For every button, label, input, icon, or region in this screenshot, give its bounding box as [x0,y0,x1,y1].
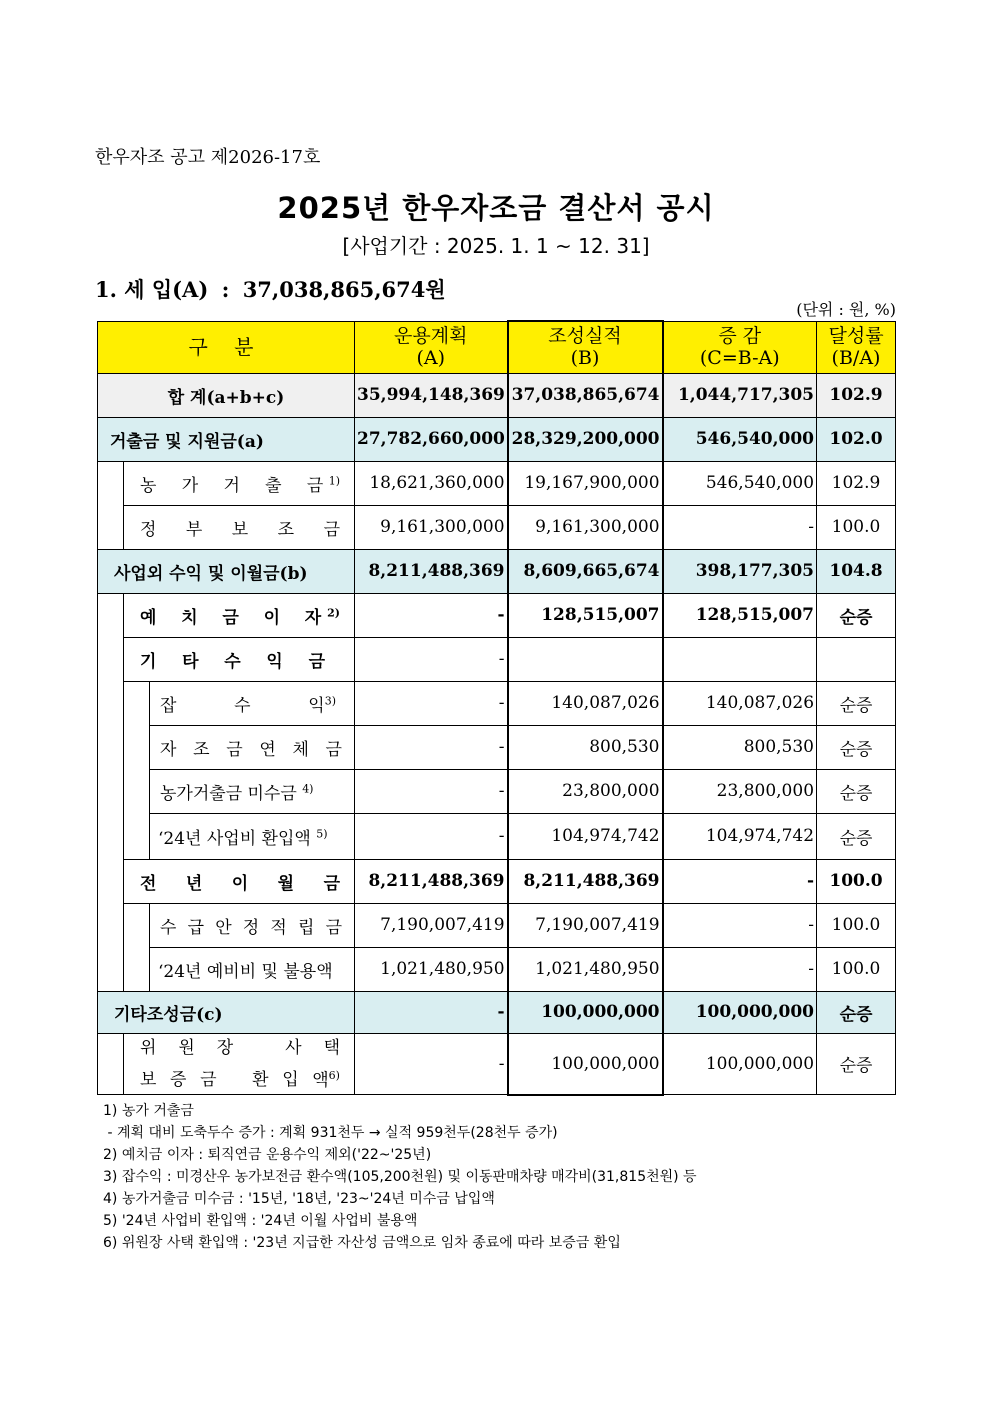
label-char: 수 [224,651,241,672]
cell-rate: 100.0 [817,505,896,549]
row-label [150,769,355,813]
cell-rate: 순증 [817,725,896,769]
header-diff-line2: (C=B-A) [699,347,780,369]
row-label: 거출금 및 지원금(a) [98,417,355,461]
cell-plan: 27,782,660,000 [355,417,508,461]
table-row-total [98,373,896,417]
cell-diff: 546,540,000 [663,461,817,505]
label-char: 금 [325,739,342,760]
footnote-ref: 2) [327,605,340,619]
indent-cell [98,593,124,637]
row-label: 기타조성금(c) [98,991,355,1033]
cell-plan: - [355,813,508,859]
label-char: 금 [323,519,340,540]
cell-actual: 7,190,007,419 [508,903,663,947]
footnote-5: 5) '24년 사업비 환입액 : '24년 이월 사업비 불용액 [103,1213,418,1229]
cell-actual: 128,515,007 [508,593,663,637]
cell-actual: 100,000,000 [508,991,663,1033]
cell-diff: 1,044,717,305 [663,373,817,417]
unit-label: (단위 : 원, %) [796,300,896,319]
row-label [150,813,355,859]
cell-plan: 8,211,488,369 [355,859,508,903]
cell-diff: 100,000,000 [663,1033,817,1095]
cell-rate: 100.0 [817,947,896,991]
label-char: 급 [187,917,205,938]
label-char: 장 [216,1037,234,1058]
cell-rate: 순증 [817,593,896,637]
label-char: 액 [312,1070,329,1091]
row-label [124,461,355,505]
table-row-b3a [98,903,896,947]
footnote-ref: 3) [324,693,337,707]
label-char: 입 [282,1070,299,1091]
row-label: 사업외 수익 및 이월금(b) [98,549,355,593]
cell-rate: 100.0 [817,903,896,947]
header-rate [817,321,896,373]
footnote-6: 6) 위원장 사택 환입액 : '23년 지급한 자산성 금액으로 임차 종료에 따라 보증금 환입 [103,1235,621,1251]
label-char: 타 [182,651,199,672]
footnote-1: 1) 농가 거출금 [103,1103,194,1119]
page-title: 2025년 한우자조금 결산서 공시 [277,191,715,225]
cell-plan: - [355,725,508,769]
cell-actual: 8,609,665,674 [508,549,663,593]
label-char: 보 [231,519,249,540]
label-char: 체 [292,739,309,760]
label-char: 수 [160,917,177,938]
cell-rate: 100.0 [817,859,896,903]
cell-diff: 800,530 [663,725,817,769]
table-row-b3b [98,947,896,991]
label-char: 원 [178,1037,195,1058]
label-char: 정 [140,519,157,540]
label-char: 전 [140,873,157,894]
business-period: [사업기간 : 2025. 1. 1 ~ 12. 31] [342,234,650,258]
cell-diff: 398,177,305 [663,549,817,593]
cell-actual: 100,000,000 [508,1033,663,1095]
cell-rate: 102.0 [817,417,896,461]
label-text: 농가거출금 미수금 [160,783,297,804]
indent-cell [124,947,150,991]
section-heading [95,274,446,304]
table-row-b2d [98,813,896,859]
indent-cell [98,769,124,813]
cell-rate: 순증 [817,813,896,859]
label-char: 정 [242,917,260,938]
label-char: 치 [181,607,198,628]
indent-cell [124,725,150,769]
indent-cell [98,505,124,549]
header-plan-line2: (A) [416,347,446,369]
header-plan-line1: 운용계획 [394,325,468,347]
cell-rate: 102.9 [817,461,896,505]
cell-plan: - [355,681,508,725]
label-char: 금 [308,651,325,672]
cell-actual: 8,211,488,369 [508,859,663,903]
cell-rate: 104.8 [817,549,896,593]
label-char: 금 [200,1070,217,1091]
section-colon: : [221,277,230,302]
cell-actual: 23,800,000 [508,769,663,813]
indent-cell [98,813,124,859]
header-rate-line2: (B/A) [831,347,881,369]
indent-cell [98,461,124,505]
table-header-row [98,321,896,373]
indent-cell [124,813,150,859]
table-row-c [98,991,896,1033]
cell-plan: - [355,1033,508,1095]
row-label [150,681,355,725]
table-row-b3 [98,859,896,903]
label-char: 익 [308,695,325,716]
cell-actual: 140,087,026 [508,681,663,725]
header-actual [508,321,663,373]
cell-rate: 순증 [817,991,896,1033]
indent-cell [98,681,124,725]
header-actual-line1: 조성실적 [548,325,622,348]
indent-cell [98,637,124,681]
table-row-b2 [98,637,896,681]
table-row-a [98,417,896,461]
label-char: 자 [304,607,322,628]
label-char: 수 [234,695,251,716]
label-char: 적 [270,917,287,938]
cell-plan: 18,621,360,000 [355,461,508,505]
cell-rate: 순증 [817,769,896,813]
label-char: 월 [277,873,295,894]
cell-plan: 7,190,007,419 [355,903,508,947]
indent-cell [124,903,150,947]
row-label [150,903,355,947]
label-char: 금 [226,739,243,760]
header-rate-line1: 달성률 [828,325,884,347]
label-char: 이 [231,873,249,894]
section-label: 1. 세 입(A) [95,277,209,302]
footnotes [103,1100,697,1254]
cell-plan: - [355,637,508,681]
label-char: 립 [297,917,315,938]
cell-diff: - [663,947,817,991]
label-char: 금 [306,475,324,496]
cell-diff: 546,540,000 [663,417,817,461]
table-row-b2a [98,681,896,725]
label-char: 가 [181,475,199,496]
row-label [124,637,355,681]
label-char: 이 [263,607,280,628]
cell-plan: 35,994,148,369 [355,373,508,417]
label-char: 조 [277,519,295,540]
label-char: 연 [259,739,276,760]
indent-cell [98,859,124,903]
row-label: ‘24년 예비비 및 불용액 [150,947,355,991]
label-char: 예 [140,607,157,628]
table-row-c1 [98,1033,896,1095]
section-amount: 37,038,865,674원 [242,277,446,302]
cell-diff: - [663,505,817,549]
label-char: 사 [285,1037,302,1058]
cell-diff: 23,800,000 [663,769,817,813]
cell-actual: 800,530 [508,725,663,769]
row-label [150,725,355,769]
footnote-ref: 4) [302,781,314,795]
label-char: 기 [140,651,157,672]
indent-cell [124,769,150,813]
cell-rate: 순증 [817,681,896,725]
cell-actual: 28,329,200,000 [508,417,663,461]
header-actual-line2: (B) [570,347,600,370]
table-row-b1 [98,593,896,637]
cell-actual [508,637,663,681]
table-row-a2 [98,505,896,549]
footnote-ref: 5) [316,826,328,840]
cell-actual: 37,038,865,674 [508,373,663,417]
footnote-4: 4) 농가거출금 미수금 : '15년, '18년, '23~'24년 미수금 납입액 [103,1191,495,1207]
cell-plan: - [355,991,508,1033]
label-char: 년 [185,873,203,894]
label-char: 택 [323,1037,340,1058]
row-label [124,593,355,637]
notice-number: 한우자조 공고 제2026-17호 [95,147,321,168]
cell-plan: - [355,769,508,813]
row-label: 합 계(a+b+c) [98,373,355,417]
label-char: 환 [252,1070,269,1091]
header-category: 구 분 [98,321,355,373]
footnote-1-detail: - 계획 대비 도축두수 증가 : 계획 931천두 → 실적 959천두(28천두 증가) [103,1125,558,1141]
label-char: 부 [185,519,203,540]
indent-cell [98,947,124,991]
cell-plan: 9,161,300,000 [355,505,508,549]
label-char: 자 [160,739,177,760]
cell-actual: 9,161,300,000 [508,505,663,549]
label-char: 농 [140,475,157,496]
label-char: 증 [170,1070,187,1091]
cell-plan: 8,211,488,369 [355,549,508,593]
label-char: 금 [325,917,342,938]
table-row-a1 [98,461,896,505]
indent-cell [98,903,124,947]
cell-rate [817,637,896,681]
header-diff [663,321,817,373]
indent-cell [98,725,124,769]
row-label [124,1033,355,1095]
header-plan [355,321,508,373]
revenue-table [97,320,896,1096]
cell-diff: 104,974,742 [663,813,817,859]
footnote-ref: 1) [328,473,341,487]
row-label [124,859,355,903]
footnote-2: 2) 예치금 이자 : 퇴직연금 운용수익 제외('22~'25년) [103,1147,432,1163]
indent-cell [124,681,150,725]
cell-rate: 102.9 [817,373,896,417]
footnote-ref: 6) [328,1068,340,1082]
cell-diff: - [663,859,817,903]
label-char: 익 [266,651,283,672]
label-char: 보 [140,1070,157,1091]
cell-diff [663,637,817,681]
cell-rate: 순증 [817,1033,896,1095]
label-char: 잡 [160,695,177,716]
header-diff-line1: 증 감 [718,325,762,347]
cell-diff: - [663,903,817,947]
row-label [124,505,355,549]
cell-actual: 1,021,480,950 [508,947,663,991]
footnote-3: 3) 잡수익 : 미경산우 농가보전금 환수액(105,200천원) 및 이동판매차량 매각비(31,815천원) 등 [103,1169,697,1185]
label-char: 금 [222,607,239,628]
cell-diff: 128,515,007 [663,593,817,637]
table-row-b2b [98,725,896,769]
cell-diff: 100,000,000 [663,991,817,1033]
table-row-b [98,549,896,593]
label-char: 안 [215,917,232,938]
cell-diff: 140,087,026 [663,681,817,725]
indent-cell [98,1033,124,1095]
cell-actual: 104,974,742 [508,813,663,859]
label-char: 출 [265,475,282,496]
label-text: ‘24년 사업비 환입액 [158,828,311,849]
label-char: 거 [223,475,240,496]
label-char: 위 [140,1037,157,1058]
table-row-b2c [98,769,896,813]
label-char: 조 [193,739,210,760]
cell-actual: 19,167,900,000 [508,461,663,505]
label-char: 금 [323,873,340,894]
cell-plan: - [355,593,508,637]
cell-plan: 1,021,480,950 [355,947,508,991]
